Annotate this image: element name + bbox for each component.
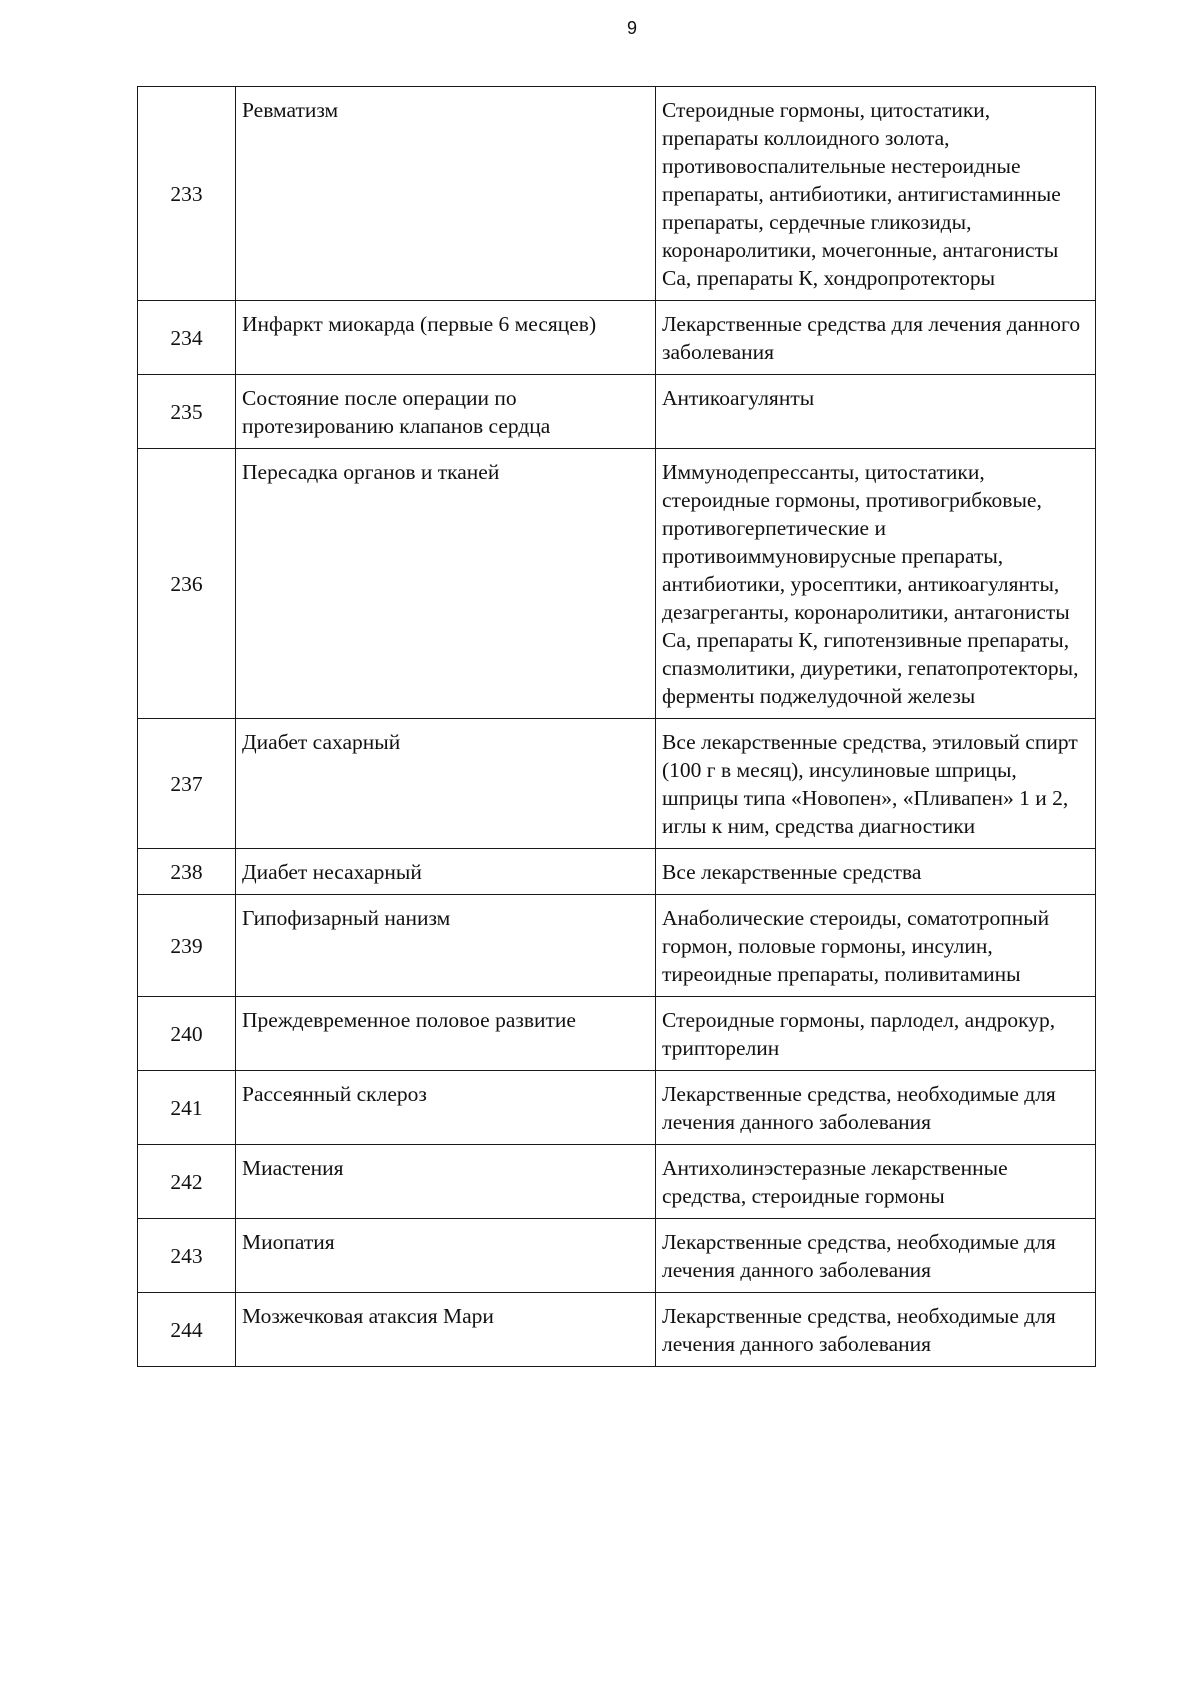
- page-number: 9: [626, 18, 637, 38]
- table-row: [138, 849, 1096, 895]
- disease-cell: Ревматизм: [236, 87, 656, 301]
- row-number: 242: [138, 1145, 236, 1219]
- row-number: 239: [138, 895, 236, 997]
- table-row: [138, 997, 1096, 1071]
- row-number: 241: [138, 1071, 236, 1145]
- table-row: [138, 375, 1096, 449]
- row-number: 235: [138, 375, 236, 449]
- medicines-cell: Лекарственные средства для лечения данного заболевания: [656, 301, 1096, 375]
- table-row: [138, 719, 1096, 849]
- row-number: 233: [138, 87, 236, 301]
- table-row: [138, 87, 1096, 301]
- disease-cell: Инфаркт миокарда (первые 6 месяцев): [236, 301, 656, 375]
- row-number: 236: [138, 449, 236, 719]
- table-row: [138, 449, 1096, 719]
- medicines-cell: Иммунодепрессанты, цитостатики, стероидные гормоны, противогрибковые, противогерпетические и противоиммуновирусные препараты, антибиотики, уросептики, антикоагулянты, дезагреганты, коронаролитики, антагонисты Са, препараты К, гипотензивные препараты, спазмолитики, диуретики, гепатопротекторы, ферменты поджелудочной железы: [656, 449, 1096, 719]
- row-number: 243: [138, 1219, 236, 1293]
- medicines-cell: Лекарственные средства, необходимые для лечения данного заболевания: [656, 1293, 1096, 1367]
- medicines-cell: Все лекарственные средства, этиловый спирт (100 г в месяц), инсулиновые шприцы, шприцы типа «Новопен», «Пливапен» 1 и 2, иглы к ним, средства диагностики: [656, 719, 1096, 849]
- disease-cell: Диабет сахарный: [236, 719, 656, 849]
- row-number: 244: [138, 1293, 236, 1367]
- disease-cell: Пересадка органов и тканей: [236, 449, 656, 719]
- row-number: 234: [138, 301, 236, 375]
- table-row: [138, 895, 1096, 997]
- medicines-cell: Антихолинэстеразные лекарственные средства, стероидные гормоны: [656, 1145, 1096, 1219]
- table-row: [138, 1145, 1096, 1219]
- medication-table: [137, 86, 1096, 1367]
- medicines-cell: Стероидные гормоны, парлодел, андрокур, трипторелин: [656, 997, 1096, 1071]
- disease-cell: Рассеянный склероз: [236, 1071, 656, 1145]
- medicines-cell: Антикоагулянты: [656, 375, 1096, 449]
- disease-cell: Преждевременное половое развитие: [236, 997, 656, 1071]
- medicines-cell: Анаболические стероиды, соматотропный гормон, половые гормоны, инсулин, тиреоидные препараты, поливитамины: [656, 895, 1096, 997]
- disease-cell: Гипофизарный нанизм: [236, 895, 656, 997]
- row-number: 238: [138, 849, 236, 895]
- medicines-cell: Все лекарственные средства: [656, 849, 1096, 895]
- row-number: 240: [138, 997, 236, 1071]
- medicines-cell: Лекарственные средства, необходимые для лечения данного заболевания: [656, 1219, 1096, 1293]
- row-number: 237: [138, 719, 236, 849]
- disease-cell: Состояние после операции по протезированию клапанов сердца: [236, 375, 656, 449]
- table-row: [138, 1219, 1096, 1293]
- table-row: [138, 301, 1096, 375]
- disease-cell: Миастения: [236, 1145, 656, 1219]
- medicines-cell: Стероидные гормоны, цитостатики, препараты коллоидного золота, противовоспалительные нестероидные препараты, антибиотики, антигистаминные препараты, сердечные гликозиды, коронаролитики, мочегонные, антагонисты Са, препараты К, хондропротекторы: [656, 87, 1096, 301]
- table-row: [138, 1293, 1096, 1367]
- medicines-cell: Лекарственные средства, необходимые для лечения данного заболевания: [656, 1071, 1096, 1145]
- disease-cell: Диабет несахарный: [236, 849, 656, 895]
- table-row: [138, 1071, 1096, 1145]
- disease-cell: Миопатия: [236, 1219, 656, 1293]
- disease-cell: Мозжечковая атаксия Мари: [236, 1293, 656, 1367]
